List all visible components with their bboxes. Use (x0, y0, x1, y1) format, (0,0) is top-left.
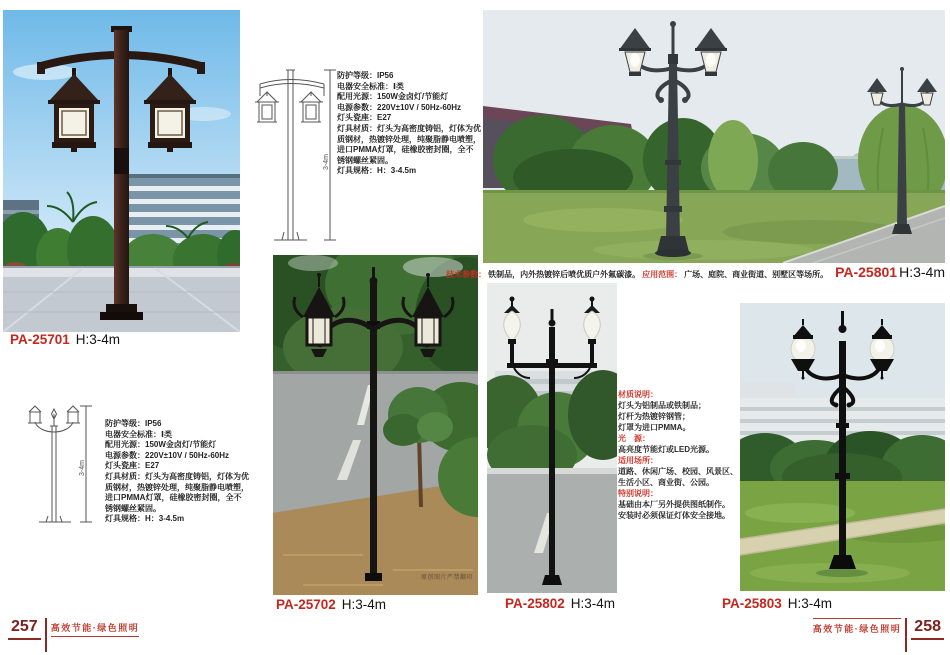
spec-line: 配用光源：150W金卤灯/节能灯 (105, 440, 217, 450)
info-line: 道路、休闲广场、校园、风景区、 (618, 467, 738, 476)
product-photo-pa25701 (3, 10, 240, 332)
spec-line: 灯具规格：H：3-4.5m (105, 514, 185, 524)
product-photo-pa25802 (487, 283, 617, 593)
caption-text-scope: 广场、庭院、商业街道、别墅区等场所。 (684, 270, 829, 279)
pa25801-scene-illustration (483, 10, 945, 263)
product-size: H:3-4m (75, 332, 121, 347)
product-code: PA-25802 (505, 596, 565, 611)
product-code: PA-25801 (835, 264, 898, 280)
pa25702-scene-illustration (273, 255, 478, 595)
footer-slogan-right: 高效节能·绿色照明 (813, 618, 902, 635)
lamp-line-drawing-2 (15, 398, 95, 538)
product-size: H:3-4m (787, 596, 833, 611)
spec-line: 防护等级：IP56 (105, 419, 162, 428)
spec-block-bottom (105, 419, 249, 525)
product-size: H:3-4m (899, 264, 945, 280)
product-size: H:3-4m (570, 596, 616, 611)
spec-line: 灯头瓷座：E27 (105, 461, 160, 471)
spec-line: 电源参数：220V±10V / 50Hz-60Hz (105, 450, 229, 460)
page-number-left: 257 (8, 618, 41, 640)
footer-divider-line (45, 618, 47, 652)
product-code: PA-25702 (276, 597, 336, 612)
product-label-pa25702 (276, 597, 386, 613)
product-photo-pa25702 (273, 255, 478, 595)
watermark-text: 原创图片严禁翻印 (420, 575, 473, 581)
info-header: 特别说明： (618, 489, 658, 498)
info-line: 安装时必须保证灯体安全接地。 (618, 511, 730, 520)
spec-block-top (337, 71, 481, 177)
product-label-pa25802 (505, 596, 615, 612)
product-photo-pa25803 (740, 303, 945, 591)
info-header: 光 源： (618, 434, 650, 443)
technical-caption-pa25801 (446, 264, 945, 280)
product-code: PA-25803 (722, 596, 782, 611)
caption-text-tech: 铁制品，内外热镀锌后喷优质户外氟碳漆。 (488, 270, 641, 279)
spec-line: 灯头瓷座：E27 (337, 113, 392, 123)
pa25803-scene-illustration (740, 303, 945, 591)
spec-line: 灯具材质：灯头为高密度铸铝，灯体为优质钢材，热镀锌处理，纯聚脂静电喷塑，进口PMMA灯罩，硅橡胶密封圈，全不锈钢螺丝紧固。 (337, 123, 481, 165)
product-label-pa25803 (722, 596, 832, 612)
info-header: 适用场所： (618, 456, 658, 465)
spec-line: 配用光源：150W金卤灯/节能灯 (337, 92, 449, 102)
product-photo-pa25801 (483, 10, 945, 263)
dimension-label: 3-4m (323, 154, 330, 170)
footer-left (8, 618, 139, 652)
product-code: PA-25701 (10, 332, 70, 347)
pa25701-scene-illustration (3, 10, 240, 332)
footer-divider-line (905, 618, 907, 652)
lamp-drawing-1-svg (254, 62, 338, 257)
product-size: H:3-4m (341, 597, 387, 612)
info-line: 灯罩为进口PMMA。 (618, 423, 691, 432)
info-line: 灯杆为热镀锌钢管； (618, 412, 690, 421)
caption-label-tech: 技术参数： (446, 270, 487, 279)
caption-label-scope: 应用范围： (642, 270, 683, 279)
info-line: 生活小区、商业街、公园。 (618, 478, 714, 487)
footer-slogan-left: 高效节能·绿色照明 (51, 618, 140, 637)
info-header: 材质说明： (618, 390, 658, 399)
info-block-pa25802 (618, 389, 750, 521)
spec-line: 电器安全标准：Ⅰ类 (337, 81, 404, 91)
dimension-label: 3-4m (79, 460, 86, 476)
spec-line: 电器安全标准：Ⅰ类 (105, 429, 172, 439)
spec-line: 灯具材质：灯头为高密度铸铝，灯体为优质钢材，热镀锌处理，纯聚脂静电喷塑，进口PMMA灯罩，硅橡胶密封圈，全不锈钢螺丝紧固。 (105, 471, 249, 513)
info-line: 高亮度节能灯或LED光源。 (618, 445, 714, 454)
product-label-pa25701 (10, 332, 120, 348)
lamp-drawing-2-svg (15, 398, 95, 538)
spec-line: 电源参数：220V±10V / 50Hz-60Hz (337, 102, 461, 112)
page-number-right: 258 (911, 618, 944, 640)
pa25802-scene-illustration (487, 283, 617, 593)
lamp-line-drawing-1 (254, 62, 338, 257)
info-line: 灯头为铝制品或铁制品； (618, 401, 706, 410)
spec-line: 灯具规格：H：3-4.5m (337, 166, 417, 176)
footer-right (813, 618, 944, 652)
spec-line: 防护等级：IP56 (337, 71, 394, 80)
info-line: 基础由本厂另外提供图纸制作。 (618, 500, 730, 509)
